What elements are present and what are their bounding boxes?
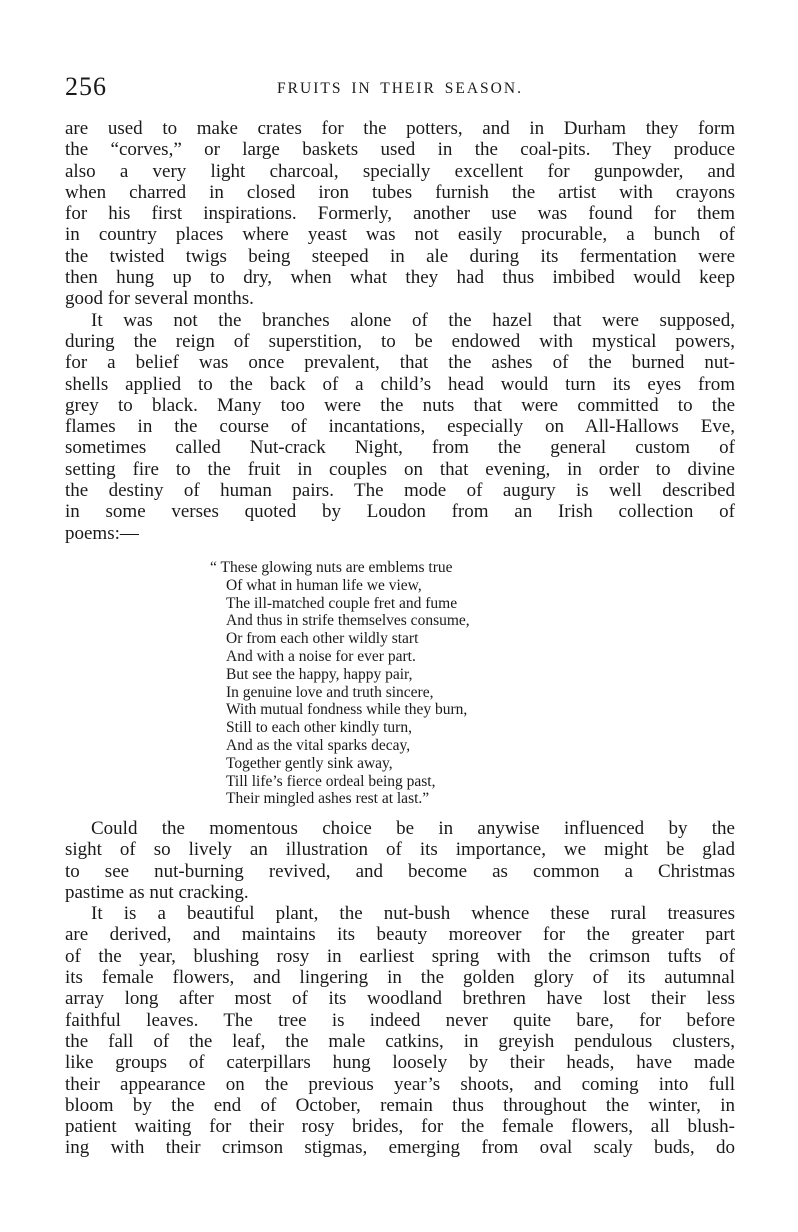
page-header xyxy=(65,72,735,106)
text-line: sight of so lively an illustration of its importance, we might be glad xyxy=(65,839,735,861)
text-line: faithful leaves. The tree is indeed never quite bare, for before xyxy=(65,1009,735,1031)
text-line: poems:— xyxy=(65,522,139,544)
text-line: their appearance on the previous year’s shoots, and coming into full xyxy=(65,1073,735,1095)
poem-line: And with a noise for ever part. xyxy=(226,647,416,665)
text-line: the “corves,” or large baskets used in the coal-pits. They produce xyxy=(65,139,735,161)
text-line: the fall of the leaf, the male catkins, in greyish pendulous clusters, xyxy=(65,1030,735,1052)
page-number: 256 xyxy=(65,72,107,101)
poem-line: Till life’s fierce ordeal being past, xyxy=(226,772,436,790)
text-line: for a belief was once prevalent, that the ashes of the burned nut- xyxy=(65,352,735,374)
text-line: of the year, blushing rosy in earliest spring with the crimson tufts of xyxy=(65,945,735,967)
text-line: are derived, and maintains its beauty moreover for the greater part xyxy=(65,924,735,946)
text-line: shells applied to the back of a child’s head would turn its eyes from xyxy=(65,373,735,395)
text-line: the destiny of human pairs. The mode of augury is well described xyxy=(65,480,735,502)
poem-line: With mutual fondness while they burn, xyxy=(226,701,468,719)
text-line: grey to black. Many too were the nuts that were committed to the xyxy=(65,394,735,416)
text-line: ing with their crimson stigmas, emerging from oval scaly buds, do xyxy=(65,1137,735,1159)
text-line: sometimes called Nut-crack Night, from the general custom of xyxy=(65,437,735,459)
poem-line: Of what in human life we view, xyxy=(226,576,422,594)
text-line: are used to make crates for the potters, and in Durham they form xyxy=(65,118,735,139)
poem-line: Still to each other kindly turn, xyxy=(226,719,412,737)
text-line: also a very light charcoal, specially excellent for gunpowder, and xyxy=(65,160,735,182)
text-line: the twisted twigs being steeped in ale during its fermentation were xyxy=(65,245,735,267)
text-line: flames in the course of incantations, especially on All-Hallows Eve, xyxy=(65,416,735,438)
text-line: It is a beautiful plant, the nut-bush whence these rural treasures xyxy=(91,903,735,925)
text-line: good for several months. xyxy=(65,288,254,310)
poem-line: Together gently sink away, xyxy=(226,754,393,772)
poem-line: In genuine love and truth sincere, xyxy=(226,683,434,701)
poem-line: Their mingled ashes rest at last.” xyxy=(226,790,430,808)
poem-line: Or from each other wildly start xyxy=(226,630,419,648)
text-line: pastime as nut cracking. xyxy=(65,881,249,903)
text-line: when charred in closed iron tubes furnish the artist with crayons xyxy=(65,181,735,203)
text-line: for his first inspirations. Formerly, another use was found for them xyxy=(65,203,735,225)
text-block-lower xyxy=(65,818,735,1159)
text-line: its female flowers, and lingering in the golden glory of its autumnal xyxy=(65,967,735,989)
text-line: in country places where yeast was not easily procurable, a bunch of xyxy=(65,224,735,246)
text-line: array long after most of its woodland brethren have lost their less xyxy=(65,988,735,1010)
poem-quotation xyxy=(210,559,630,808)
poem-line: “ These glowing nuts are emblems true xyxy=(210,559,453,576)
text-line: It was not the branches alone of the hazel that were supposed, xyxy=(91,309,735,331)
poem-line: But see the happy, happy pair, xyxy=(226,665,413,683)
text-line: Could the momentous choice be in anywise influenced by the xyxy=(91,818,735,839)
text-line: bloom by the end of October, remain thus throughout the winter, in xyxy=(65,1094,735,1116)
text-line: like groups of caterpillars hung loosely by their heads, have made xyxy=(65,1052,735,1074)
poem-line: And as the vital sparks decay, xyxy=(226,736,411,754)
text-line: to see nut-burning revived, and become as common a Christmas xyxy=(65,860,735,882)
poem-line: The ill-matched couple fret and fume xyxy=(226,594,458,612)
text-line: during the reign of superstition, to be endowed with mystical powers, xyxy=(65,330,735,352)
text-block-upper xyxy=(65,118,735,544)
running-title: FRUITS IN THEIR SEASON. xyxy=(277,80,523,97)
poem-line: And thus in strife themselves consume, xyxy=(226,612,470,630)
text-line: in some verses quoted by Loudon from an Irish collection of xyxy=(65,501,735,523)
text-line: setting fire to the fruit in couples on that evening, in order to divine xyxy=(65,458,735,480)
text-line: then hung up to dry, when what they had thus imbibed would keep xyxy=(65,267,735,289)
text-line: patient waiting for their rosy brides, for the female flowers, all blush- xyxy=(65,1116,735,1138)
